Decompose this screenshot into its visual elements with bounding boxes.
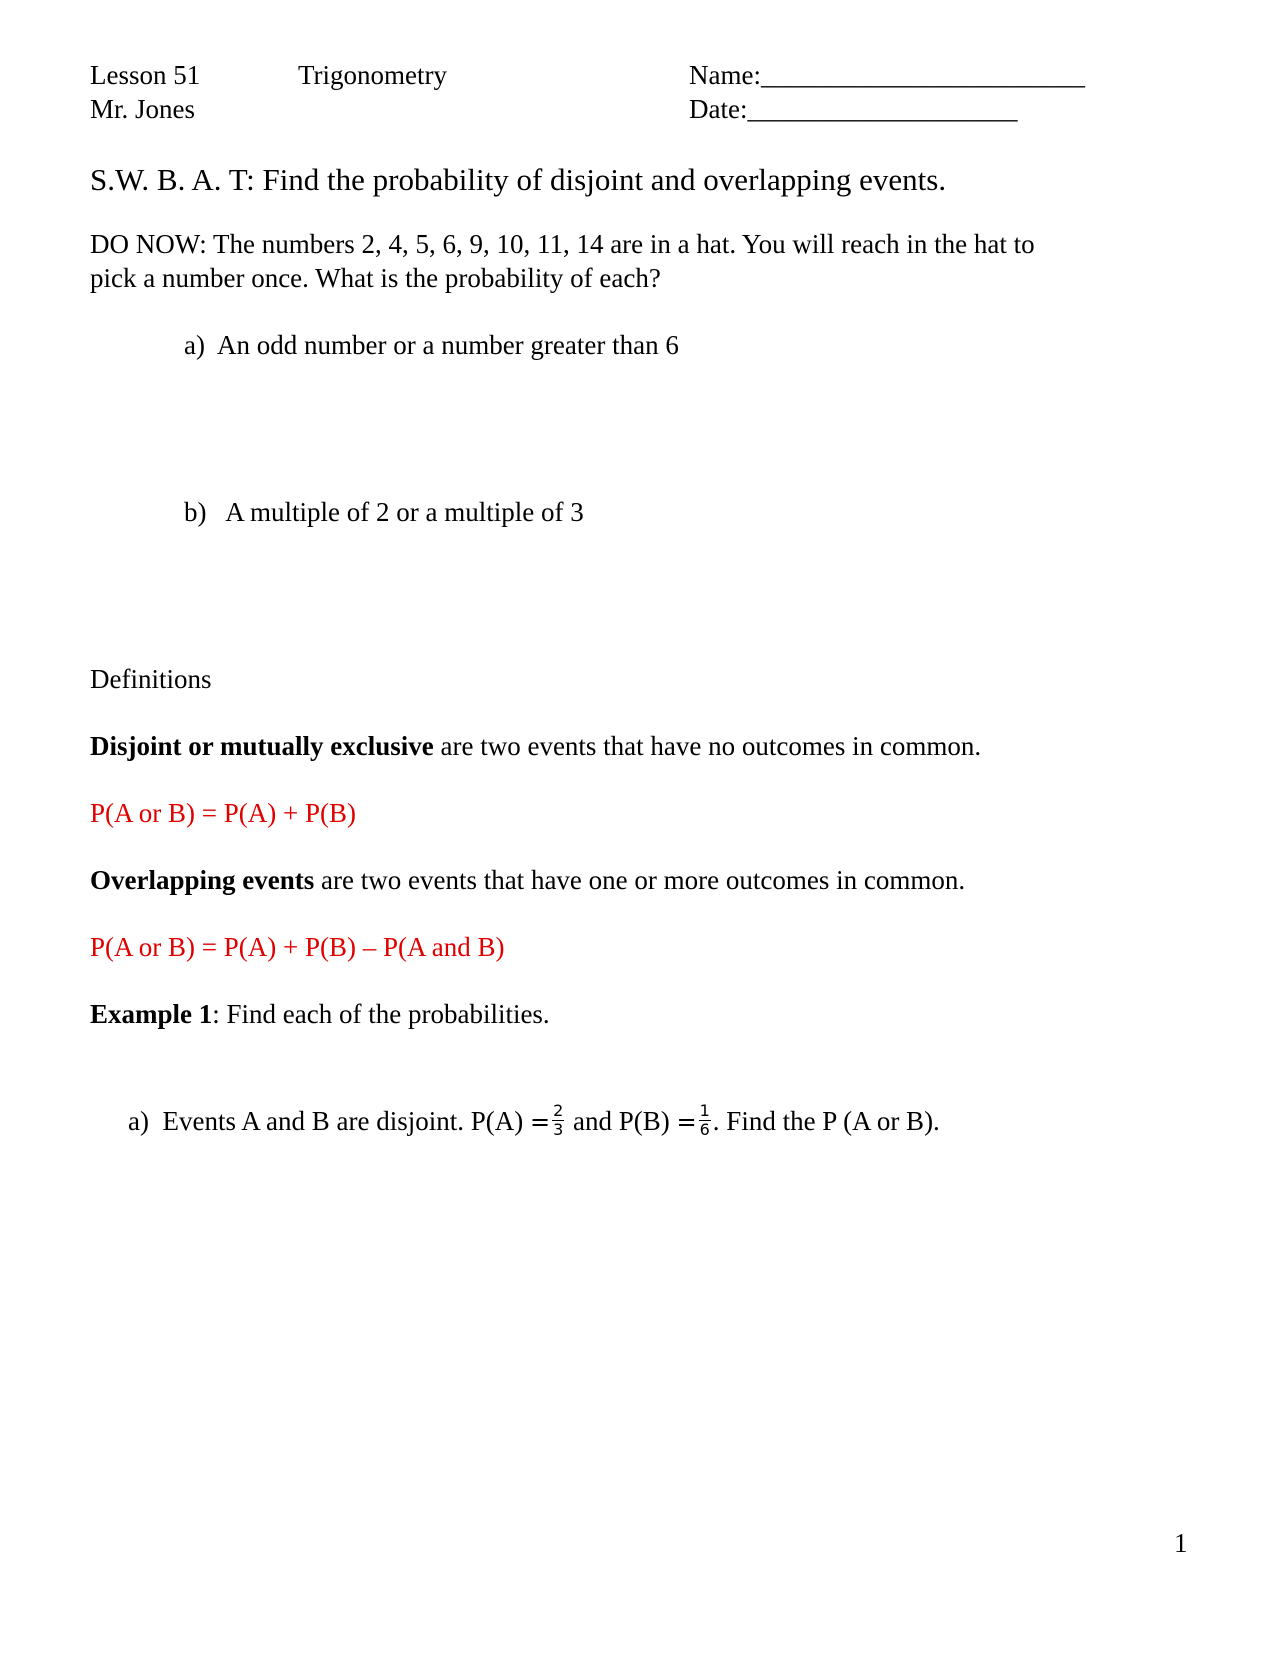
lesson-number: Lesson 51 <box>90 60 201 90</box>
example-1-part-a <box>128 1101 940 1142</box>
do-now-line-2: pick a number once. What is the probability of each? <box>90 263 661 293</box>
fraction-denominator: 3 <box>553 1120 564 1140</box>
overlapping-definition <box>90 863 965 897</box>
example-label: Example 1 <box>90 999 213 1029</box>
do-now-line-1: DO NOW: The numbers 2, 4, 5, 6, 9, 10, 11, 14 are in a hat. You will reach in the hat to <box>90 229 1035 259</box>
do-now-item-a <box>184 328 679 362</box>
part-a-marker: a) <box>128 1106 149 1136</box>
lesson-objective: S.W. B. A. T: Find the probability of disjoint and overlapping events. <box>90 162 947 197</box>
fraction-p-b <box>699 1102 711 1139</box>
example-1-heading <box>90 997 550 1031</box>
part-a-text-3: . Find the P (A or B). <box>712 1106 940 1136</box>
teacher-name: Mr. Jones <box>90 94 196 124</box>
disjoint-term: Disjoint or mutually exclusive <box>90 731 434 761</box>
date-blank-line: ____________________ <box>747 94 1018 124</box>
part-a-text-2: and P(B) <box>566 1106 677 1136</box>
page-number: 1 <box>1174 1528 1188 1558</box>
equals-sign: = <box>676 1108 697 1136</box>
part-a-text-1: Events A and B are disjoint. P(A) <box>162 1106 530 1136</box>
overlapping-term: Overlapping events <box>90 865 315 895</box>
item-marker: b) <box>184 497 207 527</box>
disjoint-description: are two events that have no outcomes in common. <box>433 731 982 761</box>
overlapping-description: are two events that have one or more outcomes in common. <box>314 865 966 895</box>
fraction-numerator: 2 <box>553 1101 564 1121</box>
fraction-denominator: 6 <box>699 1120 710 1140</box>
do-now-item-b <box>184 495 584 529</box>
disjoint-formula: P(A or B) = P(A) + P(B) <box>90 798 356 828</box>
name-field <box>689 58 1085 92</box>
item-text: A multiple of 2 or a multiple of 3 <box>225 497 584 527</box>
name-label: Name: <box>689 60 761 90</box>
definitions-heading: Definitions <box>90 664 212 694</box>
item-marker: a) <box>184 330 205 360</box>
subject-title: Trigonometry <box>298 60 448 90</box>
date-field <box>689 92 1017 126</box>
item-text: An odd number or a number greater than 6 <box>217 330 679 360</box>
equals-sign: = <box>529 1108 551 1136</box>
disjoint-definition <box>90 729 981 763</box>
date-label: Date: <box>689 94 748 124</box>
fraction-numerator: 1 <box>699 1101 710 1121</box>
overlapping-formula: P(A or B) = P(A) + P(B) – P(A and B) <box>90 932 505 962</box>
fraction-p-a <box>552 1102 564 1139</box>
name-blank-line: ________________________ <box>760 60 1085 90</box>
example-instruction: : Find each of the probabilities. <box>212 999 550 1029</box>
